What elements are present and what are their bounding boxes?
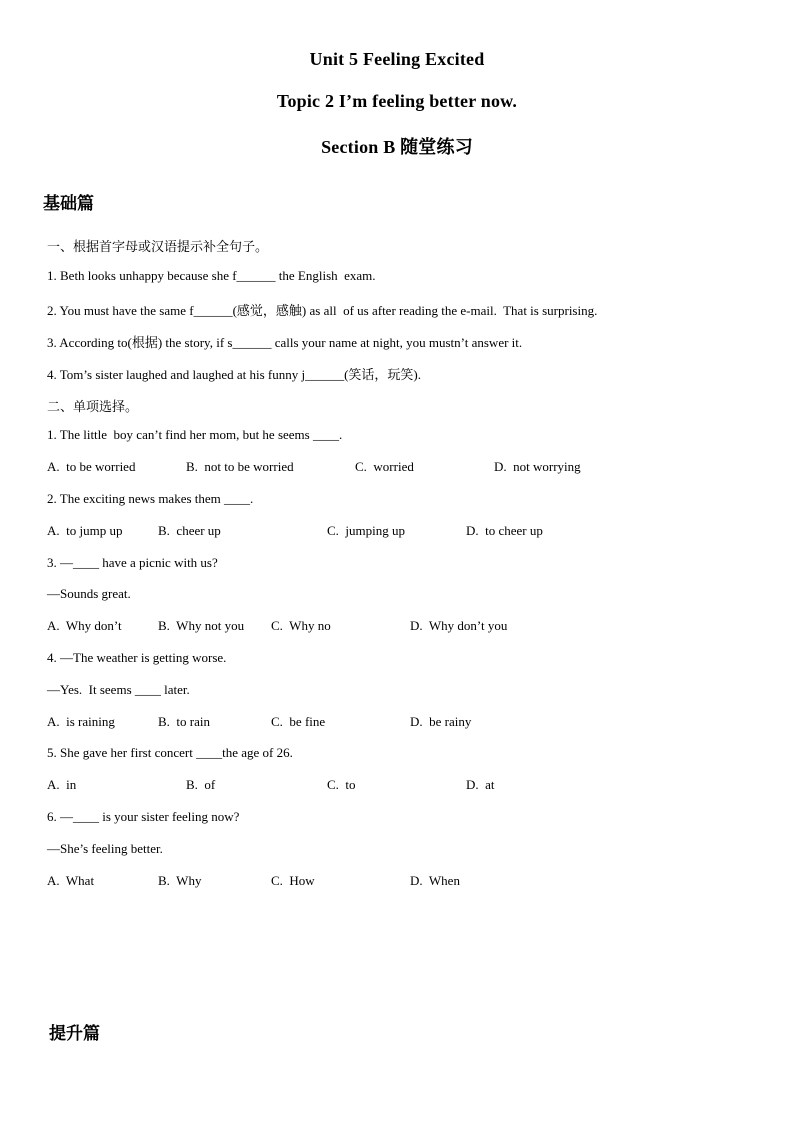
option-b: B. Why not you [158, 618, 245, 633]
option-row [47, 873, 747, 889]
basic-heading: 基础篇 [43, 194, 94, 213]
option-c: C. How [271, 873, 315, 888]
unit-title: Unit 5 Feeling Excited [309, 49, 485, 69]
question-stem: 4. —The weather is getting worse. [47, 650, 227, 665]
option-c: C. be fine [271, 714, 326, 729]
question-response: —Yes. It seems ____ later. [47, 682, 190, 697]
option-a: A. is raining [47, 714, 115, 729]
option-b: B. Why [158, 873, 202, 888]
question-stem: 3. —____ have a picnic with us? [47, 555, 218, 570]
option-a: A. to be worried [47, 459, 136, 474]
option-row [47, 777, 747, 793]
option-a: A. in [47, 777, 77, 792]
option-d: D. When [410, 873, 460, 888]
option-b: B. to rain [158, 714, 210, 729]
question-response: —Sounds great. [47, 586, 131, 601]
option-d: D. Why don’t you [410, 618, 508, 633]
option-d: D. to cheer up [466, 523, 543, 538]
option-c: C. jumping up [327, 523, 406, 538]
option-row [47, 523, 747, 539]
option-b: B. of [186, 777, 216, 792]
section-title: Section B 随堂练习 [321, 137, 473, 157]
question-stem: 1. The little boy can’t find her mom, but he seems ____. [47, 427, 343, 442]
option-a: A. to jump up [47, 523, 123, 538]
question-stem: 6. —____ is your sister feeling now? [47, 809, 240, 824]
option-b: B. not to be worried [186, 459, 294, 474]
part2-heading: 二、单项选择。 [47, 399, 139, 414]
question-stem: 2. The exciting news makes them ____. [47, 491, 254, 506]
question-response: —She’s feeling better. [47, 841, 163, 856]
topic-title: Topic 2 I’m feeling better now. [276, 91, 518, 111]
advanced-heading: 提升篇 [49, 1024, 100, 1043]
option-d: D. not worrying [494, 459, 581, 474]
option-d: D. at [466, 777, 495, 792]
option-c: C. Why no [271, 618, 331, 633]
fill-blank-item: 3. According to(根据) the story, if s______ calls your name at night, you mustn’t answer it. [47, 335, 523, 350]
fill-blank-item: 4. Tom’s sister laughed and laughed at his funny j______(笑话，玩笑). [47, 367, 421, 382]
fill-blank-item: 1. Beth looks unhappy because she f______ the English exam. [47, 268, 376, 283]
option-row [47, 618, 747, 634]
option-c: C. worried [355, 459, 414, 474]
option-b: B. cheer up [158, 523, 221, 538]
option-row [47, 714, 747, 730]
fill-blank-item: 2. You must have the same f______(感觉，感触) as all of us after reading the e-mail. That is surprising. [47, 303, 598, 318]
option-c: C. to [327, 777, 356, 792]
option-row [47, 459, 747, 475]
question-stem: 5. She gave her first concert ____the age of 26. [47, 745, 293, 760]
option-a: A. What [47, 873, 95, 888]
option-a: A. Why don’t [47, 618, 122, 633]
part1-heading: 一、根据首字母或汉语提示补全句子。 [47, 239, 269, 254]
option-d: D. be rainy [410, 714, 472, 729]
